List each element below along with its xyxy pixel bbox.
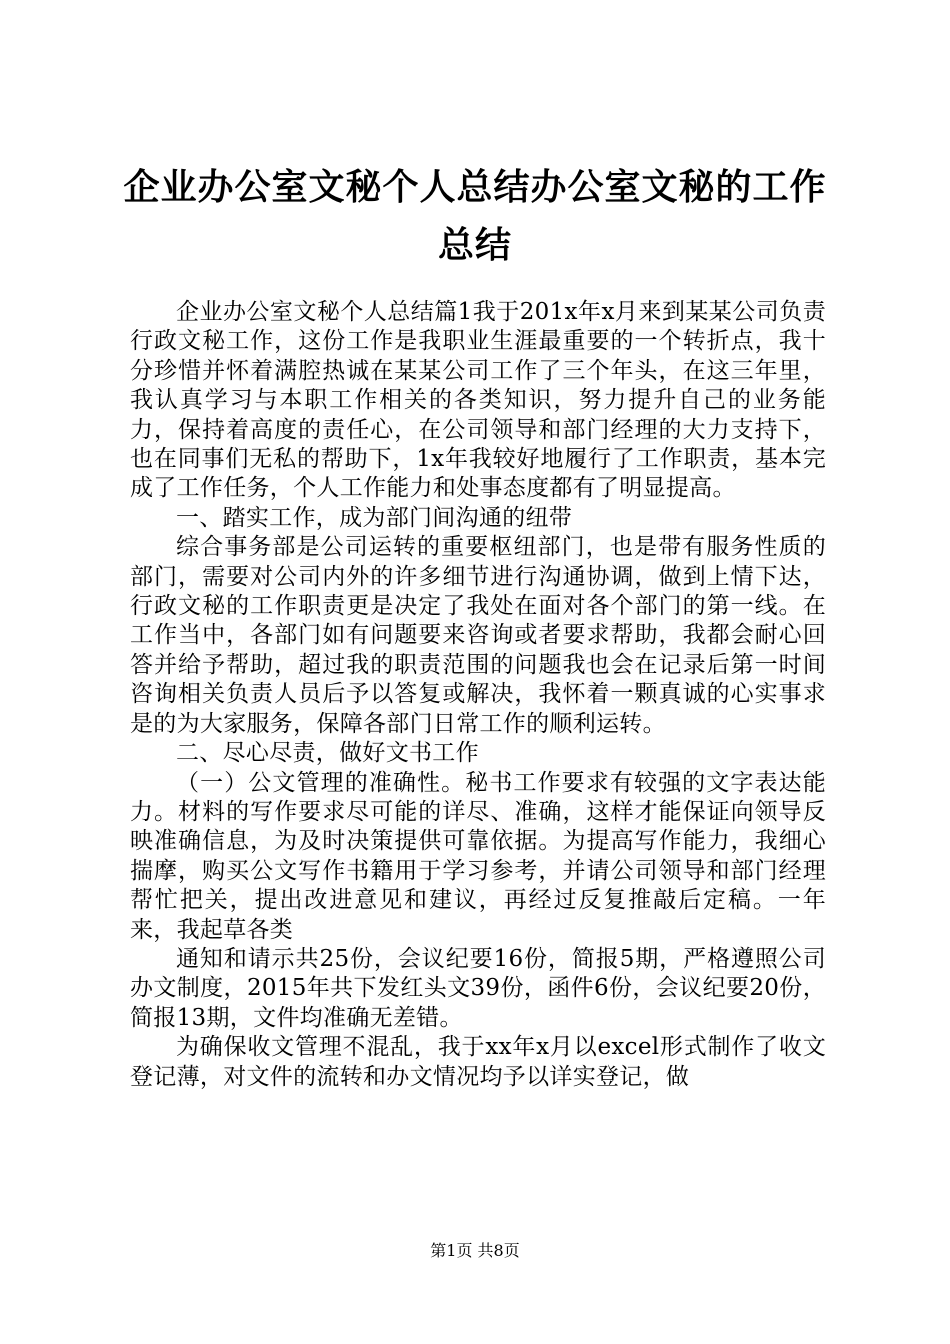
paragraph-receipt-management: 为确保收文管理不混乱，我于xx年x月以excel形式制作了收文登记薄，对文件的流转和办文情况均予以详实登记，做 (130, 1034, 826, 1090)
document-title: 企业办公室文秘个人总结办公室文秘的工作总结 (123, 166, 827, 266)
paragraph-section-1: 综合事务部是公司运转的重要枢纽部门，也是带有服务性质的部门，需要对公司内外的许多细节进行沟通协调，做到上情下达，行政文秘的工作职责更是决定了我处在面对各个部门的第一线。在工作当中，各部门如有问题要来咨询或者要求帮助，我都会耐心回答并给予帮助，超过我的职责范围的问题我也会在记录后第一时间咨询相关负责人员后予以答复或解决，我怀着一颗真诚的心实事求是的为大家服务，保障各部门日常工作的顺利运转。 (130, 534, 826, 737)
page-footer: 第1页 共8页 (430, 1241, 520, 1260)
document-body (130, 298, 826, 1092)
section-heading-2: 二、尽心尽责，做好文书工作 (176, 740, 479, 767)
paragraph-intro: 企业办公室文秘个人总结篇1我于201x年x月来到某某公司负责行政文秘工作，这份工作是我职业生涯最重要的一个转折点，我十分珍惜并怀着满腔热诚在某某公司工作了三个年头，在这三年里，我认真学习与本职工作相关的各类知识，努力提升自己的业务能力，保持着高度的责任心，在公司领导和部门经理的大力支持下，也在同事们无私的帮助下，1x年我较好地履行了工作职责，基本完成了工作任务，个人工作能力和处事态度都有了明显提高。 (130, 299, 826, 502)
paragraph-document-accuracy: （一）公文管理的准确性。秘书工作要求有较强的文字表达能力。材料的写作要求尽可能的详尽、准确，这样才能保证向领导反映准确信息，为及时决策提供可靠依据。为提高写作能力，我细心揣摩，购买公文写作书籍用于学习参考，并请公司领导和部门经理帮忙把关，提出改进意见和建议，再经过反复推敲后定稿。一年来，我起草各类 (130, 769, 826, 943)
paragraph-document-counts: 通知和请示共25份，会议纪要16份，简报5期，严格遵照公司办文制度，2015年共下发红头文39份，函件6份，会议纪要20份，简报13期，文件均准确无差错。 (130, 945, 826, 1031)
section-heading-1: 一、踏实工作，成为部门间沟通的纽带 (176, 504, 573, 531)
